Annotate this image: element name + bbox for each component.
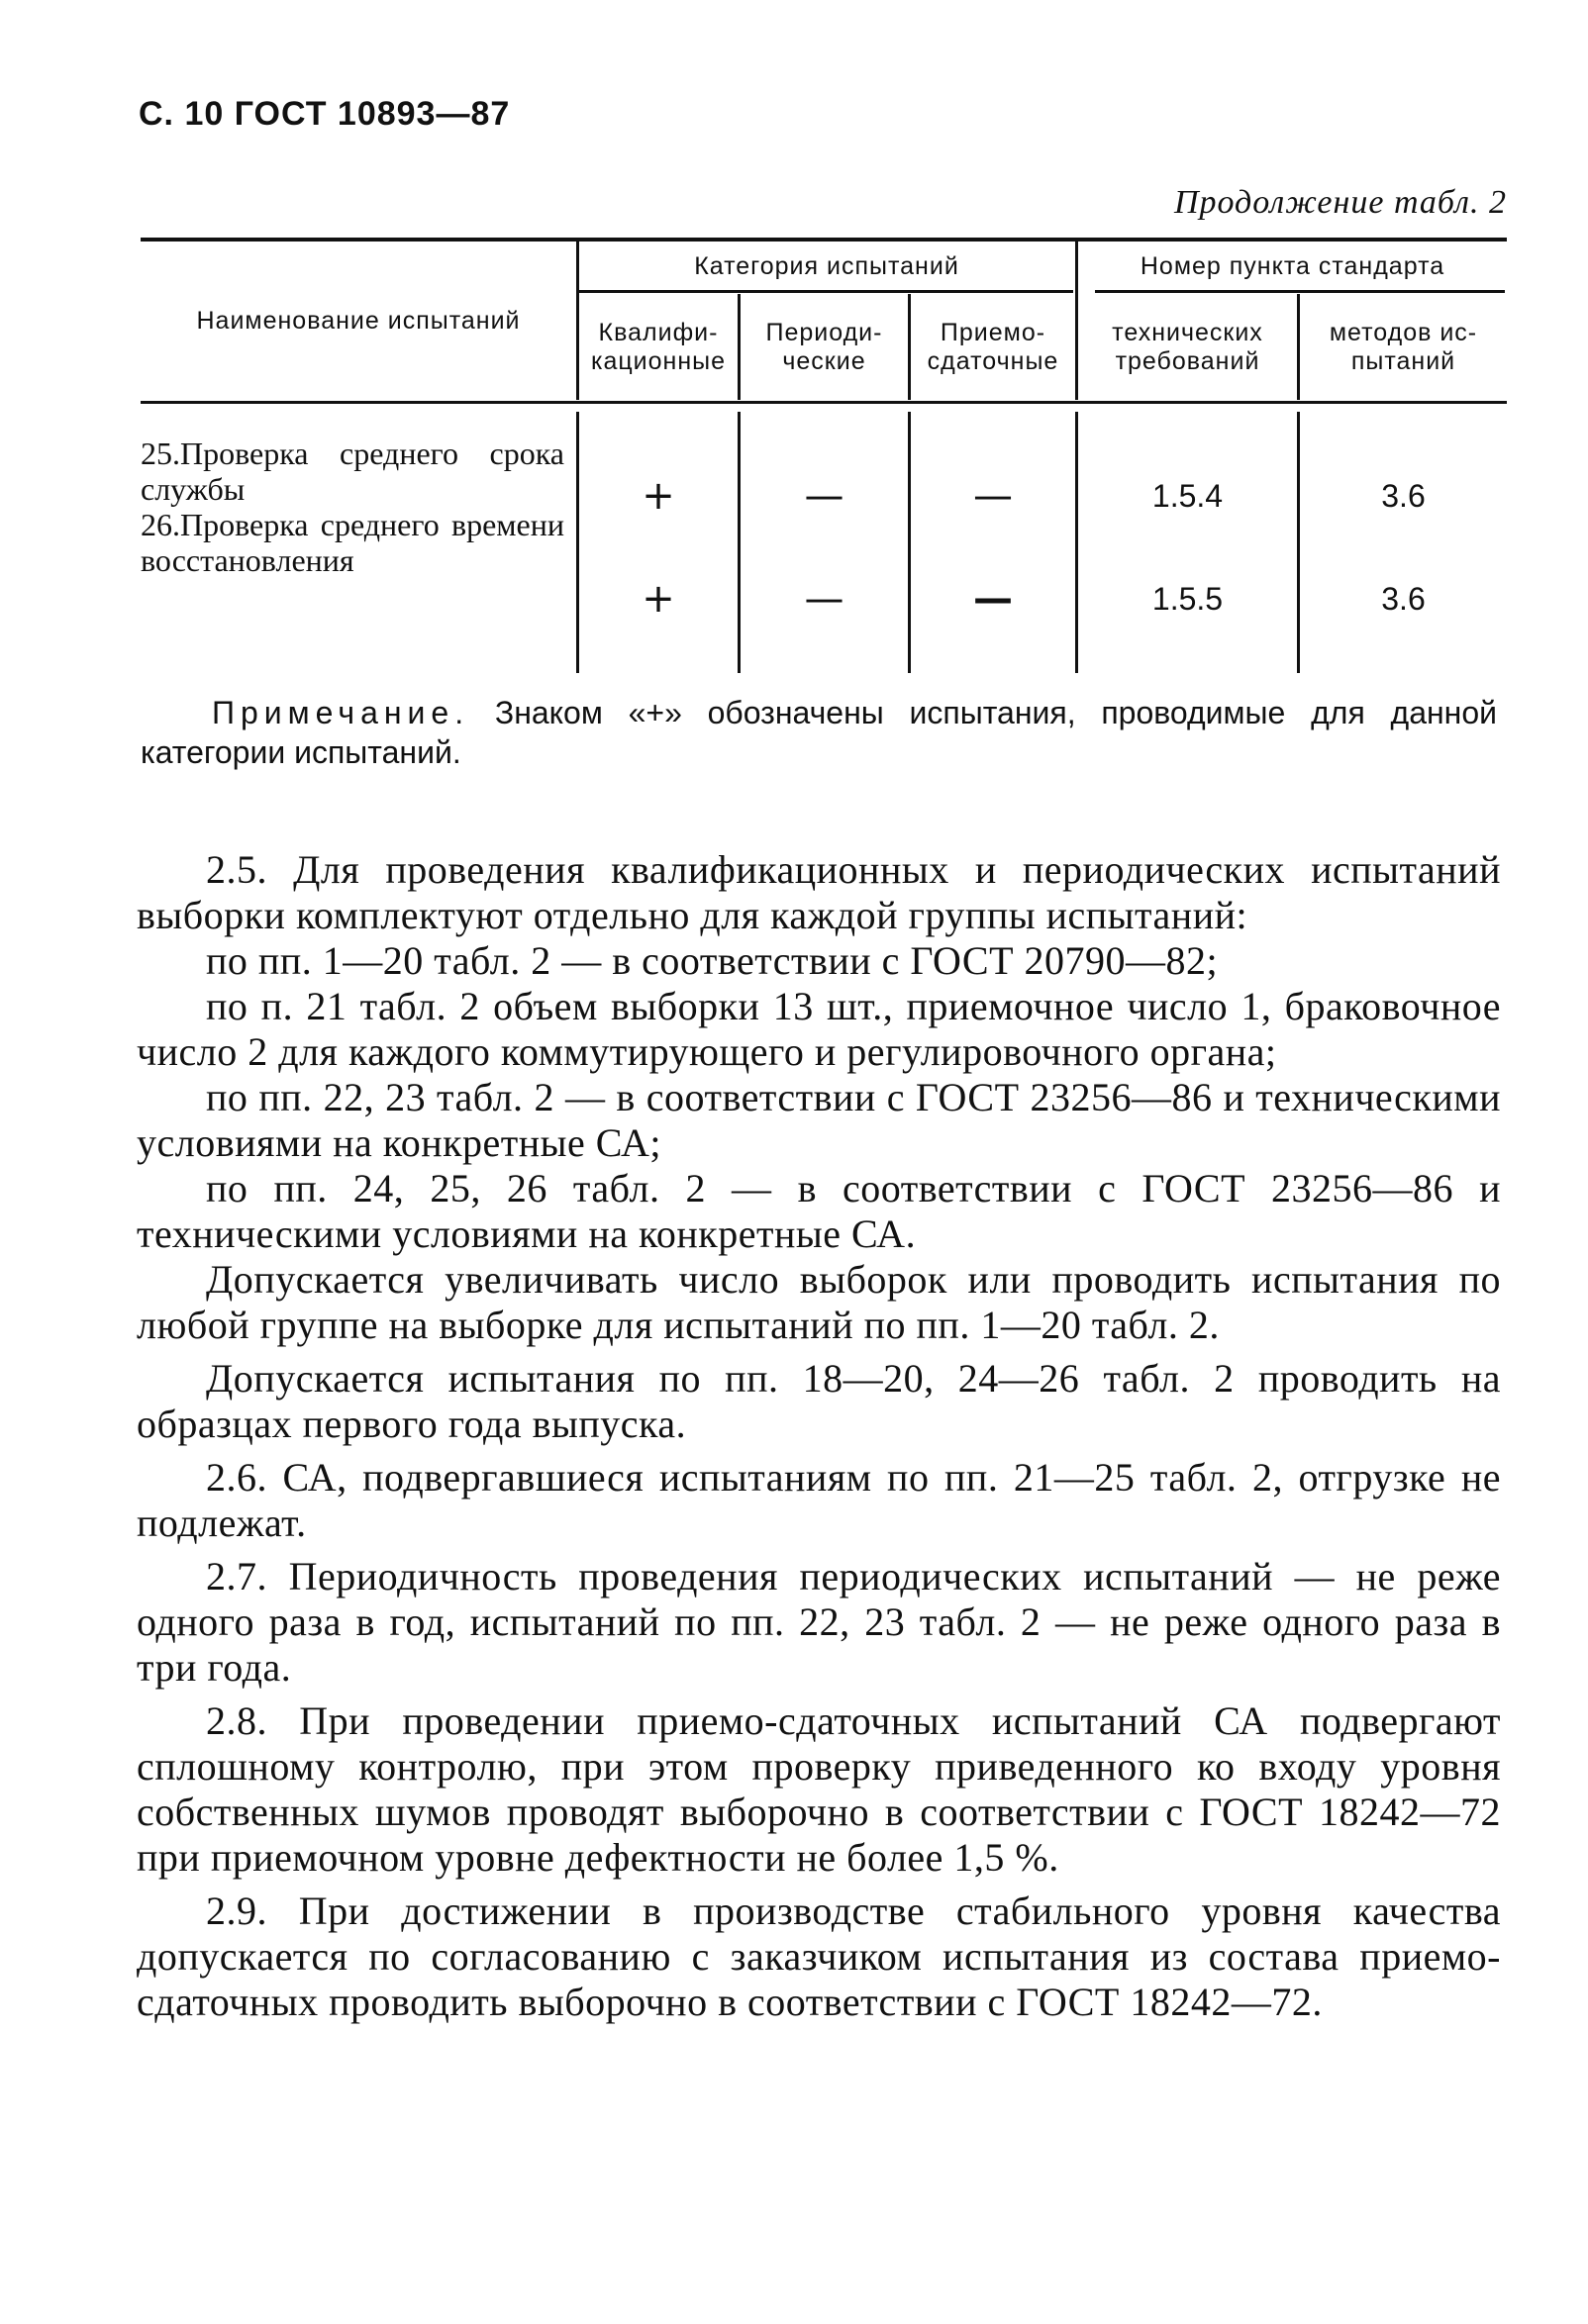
body-col-rule [908, 412, 911, 673]
row-test-name: Проверка среднего срока службы [141, 436, 564, 507]
header-qualification: Квалифи-кационные [590, 318, 727, 375]
row-test-name: Проверка среднего времени восстановления [141, 507, 564, 578]
page-header: С. 10 ГОСТ 10893—87 [139, 95, 511, 133]
paragraph: 2.6. СА, подвергавшиеся испытаниям по пп. 21—25 табл. 2, отгрузке не подлежат. [137, 1455, 1501, 1545]
cell-periodic: — [804, 473, 844, 519]
cell-tech-requirements: 1.5.4 [1151, 477, 1224, 514]
paragraph: 2.8. При проведении приемо-сдаточных испытаний СА подвергают сплошному контролю, при этом проверку приведенного ко входу уровня собственных шумов проводят выборочно в соответствии с ГОСТ 18242—72 при приемочном уровне дефектности не более 1,5 %. [137, 1698, 1501, 1880]
table-row-name [141, 507, 564, 578]
paragraph: по пп. 22, 23 табл. 2 — в соответствии с ГОСТ 23256—86 и техническими условиями на конкретные СА; [137, 1075, 1501, 1165]
body-col-rule [1075, 412, 1078, 673]
cell-qualification: + [642, 576, 675, 622]
paragraph: Допускается испытания по пп. 18—20, 24—26 табл. 2 проводить на образцах первого года выпуска. [137, 1356, 1501, 1446]
cell-acceptance: — [973, 576, 1013, 622]
header-tech-requirements: технических требований [1112, 318, 1263, 375]
table-row-name [141, 436, 564, 507]
paragraph: 2.5. Для проведения квалификационных и периодических испытаний выборки комплектуют отдельно для каждой группы испытаний: [137, 847, 1501, 937]
table-note [141, 693, 1497, 772]
paragraph: по п. 21 табл. 2 объем выборки 13 шт., приемочное число 1, браковочное число 2 для каждого коммутирующего и регулировочного органа; [137, 984, 1501, 1074]
cell-qualification: + [642, 473, 675, 519]
cell-periodic: — [804, 576, 844, 622]
cell-tech-requirements: 1.5.5 [1151, 580, 1224, 617]
header-test-methods: методов ис-пытаний [1329, 318, 1478, 375]
tests-table [141, 238, 1507, 673]
header-test-name: Наименование испытаний [196, 306, 521, 335]
cell-test-methods: 3.6 [1381, 580, 1426, 617]
paragraph: Допускается увеличивать число выборок или проводить испытания по любой группе на выборке для испытаний по пп. 1—20 табл. 2. [137, 1257, 1501, 1347]
header-standard-clause: Номер пункта стандарта [1140, 251, 1445, 280]
note-label: Примечание. [212, 695, 470, 730]
body-col-rule [1297, 412, 1300, 673]
paragraph: 2.9. При достижении в производстве стабильного уровня качества допускается по согласованию с заказчиком испытания из состава приемо-сдаточных проводить выборочно в соответствии с ГОСТ 18242—72. [137, 1888, 1501, 2024]
header-test-category: Категория испытаний [694, 251, 959, 280]
cell-test-methods: 3.6 [1381, 477, 1426, 514]
body-col-rule [576, 412, 579, 673]
paragraph: по пп. 1—20 табл. 2 — в соответствии с ГОСТ 20790—82; [206, 938, 1219, 983]
paragraph: по пп. 24, 25, 26 табл. 2 — в соответствии с ГОСТ 23256—86 и техническими условиями на конкретные СА. [137, 1166, 1501, 1256]
note-text: Знаком «+» обозначены испытания, проводимые для данной категории испытаний. [141, 695, 1498, 770]
header-bottom-rule [141, 401, 1507, 404]
body-text [137, 847, 1501, 2025]
table-caption: Продолжение табл. 2 [1173, 184, 1507, 221]
cell-acceptance: — [973, 473, 1013, 519]
header-acceptance: Приемо-сдаточные [927, 318, 1059, 375]
header-periodic: Периоди-ческие [765, 318, 883, 375]
row-number: 26. [141, 507, 180, 542]
row-number: 25. [141, 436, 180, 471]
paragraph: 2.7. Периодичность проведения периодических испытаний — не реже одного раза в год, испытаний по пп. 22, 23 табл. 2 — не реже одного раза в три года. [137, 1554, 1501, 1690]
body-col-rule [738, 412, 741, 673]
